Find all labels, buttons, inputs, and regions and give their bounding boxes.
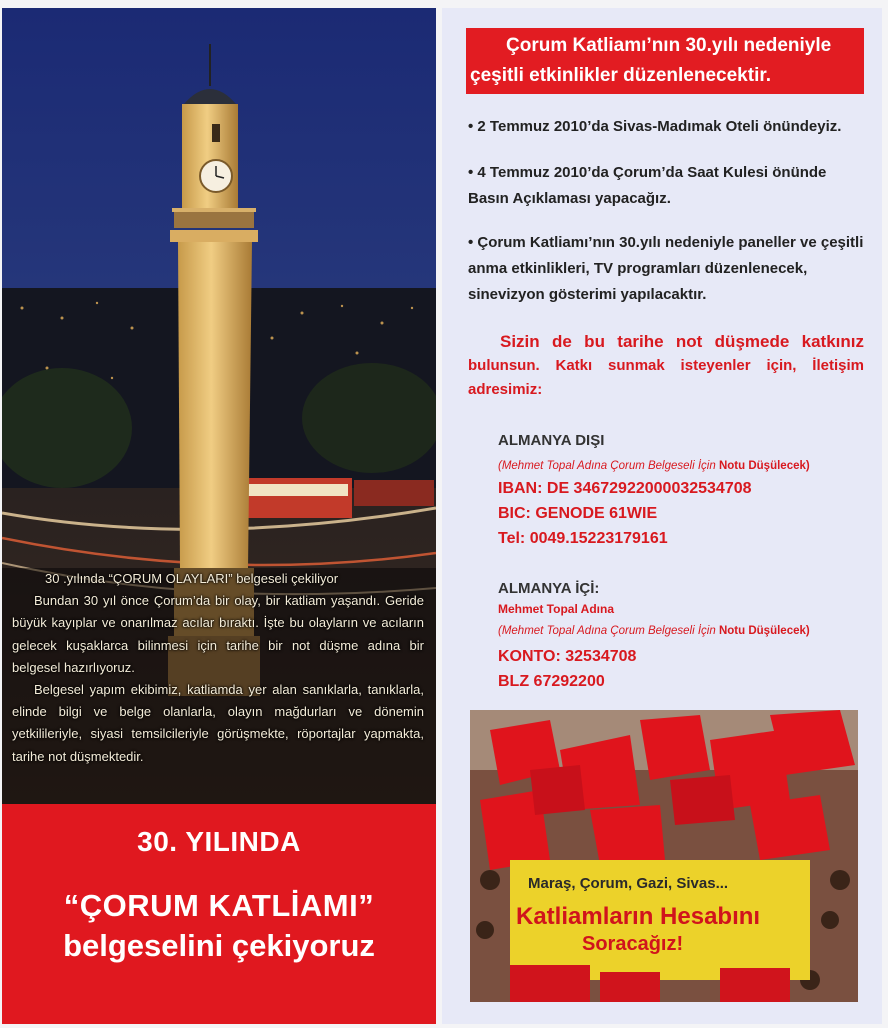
- title-banner: [2, 804, 436, 1024]
- abroad-title: ALMANYA DIŞI: [498, 432, 605, 449]
- callout-line-2: bulunsun. Katkı sunmak isteyenler için, İletişim: [468, 357, 864, 374]
- domestic-note-bold: Notu Düşülecek): [718, 625, 810, 637]
- protest-illustration: [470, 710, 858, 1002]
- protest-banner-line-3: Soracağız!: [582, 933, 684, 955]
- right-panel: [442, 8, 882, 1024]
- domestic-note: [498, 625, 810, 637]
- domestic-account-name: Mehmet Topal Adına: [498, 602, 615, 616]
- protest-photo: [470, 710, 858, 1002]
- domestic-title: ALMANYA İÇİ:: [498, 580, 600, 597]
- caption-paragraph-2: Belgesel yapım ekibimiz, katliamda yer alan sanıklarla, tanıklarla, elinde bilgi ve belge olanlarla, olayın mağdurları ve dönemin yetkilileriyle, siyasi temsilcileriyle görüşmekte, röportajlar yapmakta, tarihe not düşmektedir.: [12, 682, 424, 764]
- contribution-callout: [468, 330, 864, 402]
- blz-line: BLZ 67292200: [498, 673, 605, 690]
- event-bullet-panels: • Çorum Katliamı’nın 30.yılı nedeniyle paneller ve çeşitli anma etkinlikleri, TV programları düzenlenecek, sinevizyon gösterimi yapılacaktır.: [468, 234, 864, 303]
- caption-heading: 30 .yılında “ÇORUM OLAYLARI” belgeseli çekiliyor: [45, 571, 339, 586]
- events-header-line-2: çeşitli etkinlikler düzenlenecektir.: [470, 65, 771, 86]
- abroad-note: [498, 460, 810, 472]
- domestic-note-italic: (Mehmet Topal Adına Çorum Belgeseli İçin: [498, 625, 716, 637]
- protest-banner-line-2: Katliamların Hesabını: [516, 903, 761, 930]
- iban-line: IBAN: DE 34672922000032534708: [498, 480, 752, 497]
- photo-caption: [12, 568, 424, 768]
- banner-title-line-2: “ÇORUM KATLİAMI”: [63, 888, 375, 923]
- events-header: [466, 28, 864, 94]
- phone-line: Tel: 0049.15223179161: [498, 530, 668, 547]
- konto-line: KONTO: 32534708: [498, 648, 637, 665]
- caption-paragraph-1: Bundan 30 yıl önce Çorum’da bir olay, bir katliam yaşandı. Geride büyük kayıplar ve onarılmaz acılar bıraktı. İşte bu olayların ve acıların gelecek kuşaklarca bilinmesi için tarihe bir not düşme adına bir belgesel hazırlıyoruz.: [12, 593, 424, 675]
- event-bullet-sivas: • 2 Temmuz 2010’da Sivas-Madımak Oteli önündeyiz.: [468, 118, 842, 135]
- callout-line-3: adresimiz:: [468, 381, 543, 398]
- events-header-line-1: Çorum Katliamı’nın 30.yılı nedeniyle: [506, 35, 832, 56]
- callout-line-1: Sizin de bu tarihe not düşmede katkınız: [500, 332, 864, 351]
- abroad-note-bold: Notu Düşülecek): [718, 460, 810, 472]
- abroad-note-italic: (Mehmet Topal Adına Çorum Belgeseli İçin: [498, 460, 716, 472]
- protest-banner-line-1: Maraş, Çorum, Gazi, Sivas...: [528, 875, 729, 892]
- banner-title-line-1: 30. YILINDA: [137, 826, 301, 857]
- left-panel: [2, 8, 436, 1024]
- bic-line: BIC: GENODE 61WIE: [498, 505, 658, 522]
- clock-tower-photo: [2, 8, 436, 804]
- banner-title-line-3: belgeselini çekiyoruz: [63, 928, 375, 963]
- event-bullet-press: • 4 Temmuz 2010’da Çorum’da Saat Kulesi önünde Basın Açıklaması yapacağız.: [468, 164, 827, 207]
